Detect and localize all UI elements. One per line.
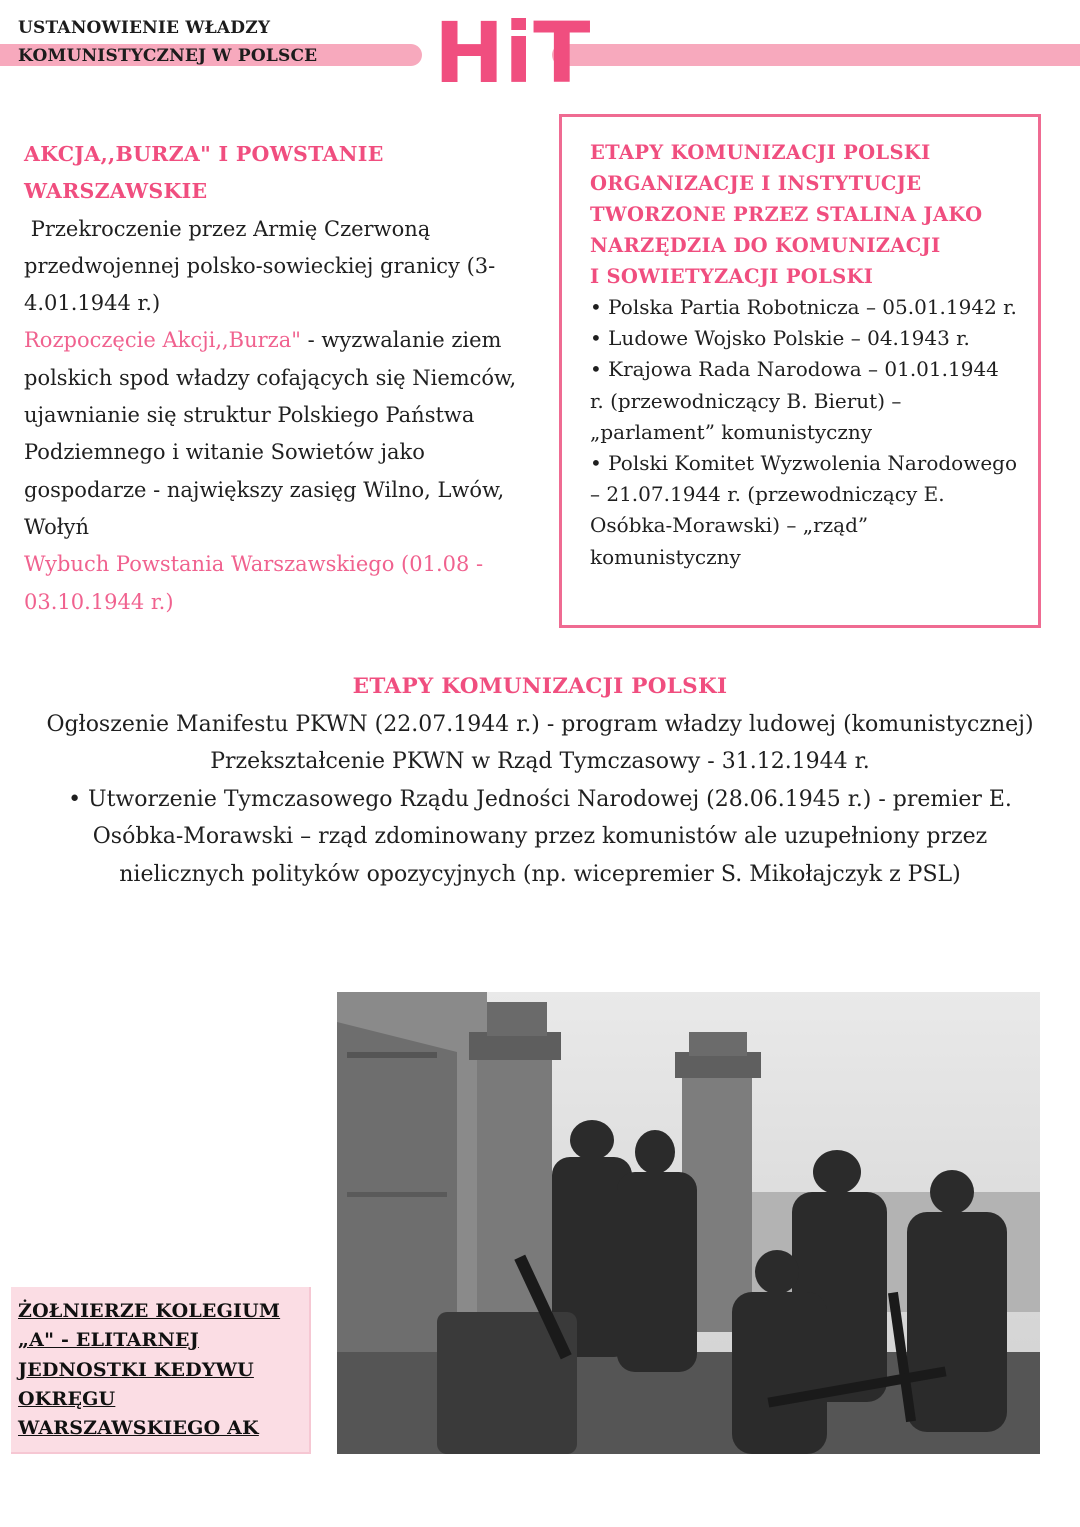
paragraph-burza: [24, 322, 524, 546]
heading-line2: WARSZAWSKIE: [24, 179, 208, 204]
hit-logo: [432, 0, 591, 102]
communization-stages-section: [30, 668, 1050, 893]
soldiers-photo: [337, 992, 1040, 1454]
heading-line1: AKCJA,,BURZA" I POWSTANIE: [24, 142, 384, 166]
box-heading-line: ETAPY KOMUNIZACJI POLSKI: [590, 141, 931, 164]
list-item: • Krajowa Rada Narodowa – 01.01.1944 r. (przewodniczący B. Bierut) – „parlament” komunistyczny: [590, 357, 999, 444]
header-accent-bar-right: [552, 44, 1080, 66]
organizations-box: [559, 114, 1041, 628]
paragraph-warsaw-uprising: Wybuch Powstania Warszawskiego (01.08 - 03.10.1944 r.): [24, 552, 484, 614]
center-text-manifest: Ogłoszenie Manifestu PKWN (22.07.1944 r.) - program władzy ludowej (komunistycznej) Przekształcenie PKWN w Rząd Tymczasowy - 31.12.1944 r.: [46, 711, 1034, 774]
photo-caption: [11, 1287, 311, 1454]
list-item: • Polski Komitet Wyzwolenia Narodowego – 21.07.1944 r. (przewodniczący E. Osóbka-Morawski) – „rząd” komunistyczny: [590, 451, 1018, 569]
caption-line: „A" - ELITARNEJ: [18, 1329, 199, 1352]
caption-line: OKRĘGU: [18, 1387, 116, 1410]
box-heading-line: TWORZONE PRZEZ STALINA JAKO: [590, 203, 983, 226]
caption-line: ŻOŁNIERZE KOLEGIUM: [18, 1300, 281, 1322]
box-heading: [590, 137, 1018, 292]
list-item: • Polska Partia Robotnicza – 05.01.1942 r.: [590, 295, 1017, 319]
hit-logo-text: HiT: [434, 4, 591, 102]
page-header-title: [18, 14, 317, 70]
section-heading: [24, 136, 524, 211]
box-list: [590, 292, 1018, 573]
box-heading-line: NARZĘDZIA DO KOMUNIZACJI: [590, 234, 941, 257]
burza-uprising-section: [24, 136, 524, 621]
box-heading-line: I SOWIETYZACJI POLSKI: [590, 265, 874, 288]
burza-highlight: Rozpoczęcie Akcji,,Burza": [24, 328, 301, 353]
list-item: • Ludowe Wojsko Polskie – 04.1943 r.: [590, 326, 970, 351]
soldiers-photo-illustration: [337, 992, 1040, 1454]
paragraph-red-army: Przekroczenie przez Armię Czerwoną przedwojennej polsko-sowieckiej granicy (3- 4.01.1944 r.): [24, 216, 502, 316]
box-heading-line: ORGANIZACJE I INSTYTUCJE: [590, 172, 922, 195]
caption-line: WARSZAWSKIEGO AK: [18, 1417, 259, 1440]
header-title-line1: USTANOWIENIE WŁADZY: [18, 18, 271, 38]
caption-line: JEDNOSTKI KEDYWU: [18, 1358, 254, 1381]
burza-description: - wyzwalanie ziem polskich spod władzy cofających się Niemców, ujawnianie się struktur Polskiego Państwa Podziemnego i witanie Sowietów jako gospodarze - największy zasięg Wilno, Lwów, Wołyń: [24, 328, 517, 539]
center-text-government: • Utworzenie Tymczasowego Rządu Jedności Narodowej (28.06.1945 r.) - premier E. Osóbka-Morawski – rząd zdominowany przez komunistów ale uzupełniony przez nielicznych polityków opozycyjnych (np. wicepremier S. Mikołajczyk z PSL): [68, 786, 1012, 887]
center-title: ETAPY KOMUNIZACJI POLSKI: [352, 674, 728, 699]
header-title-line2: KOMUNISTYCZNEJ W POLSCE: [18, 46, 318, 66]
